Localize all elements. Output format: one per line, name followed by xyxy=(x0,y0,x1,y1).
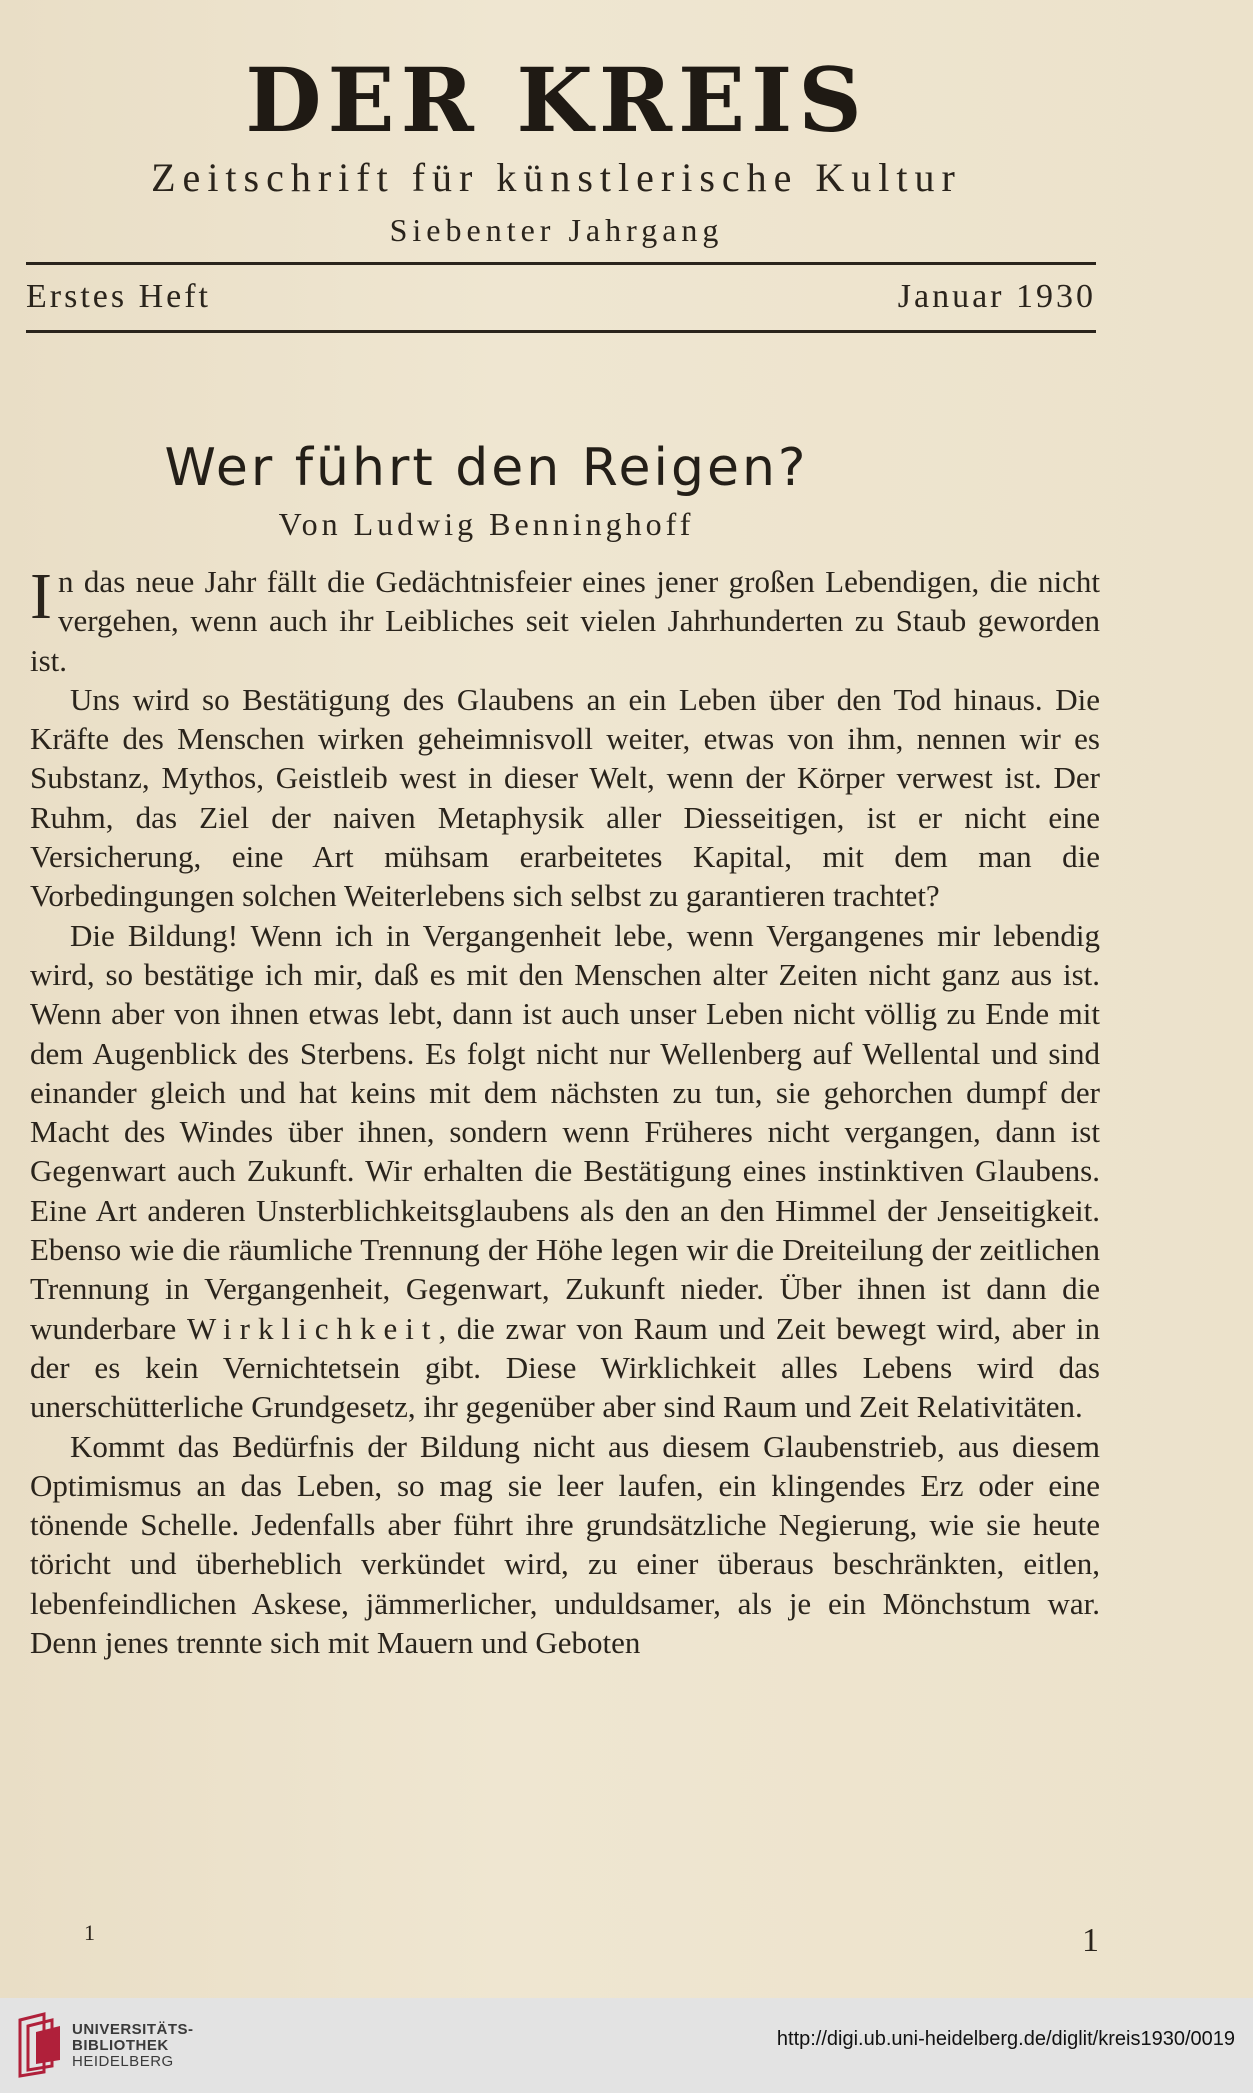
top-rule xyxy=(26,262,1096,265)
journal-subtitle: Zeitschrift für künstlerische Kultur xyxy=(151,155,962,200)
library-logo-icon[interactable] xyxy=(14,2012,66,2078)
library-name xyxy=(72,2022,194,2070)
paragraph-1 xyxy=(30,562,1100,680)
journal-volume: Siebenter Jahrgang xyxy=(389,212,724,248)
drop-cap: I xyxy=(30,560,52,633)
library-name-line-2: BIBLIOTHEK xyxy=(72,2037,169,2054)
paragraph-4: Kommt das Bedürfnis der Bildung nicht aus diesem Glaubenstrieb, aus diesem Optimismus an das Leben, so mag sie leer laufen, ein klingendes Erz oder eine tönende Schelle. Jedenfalls aber führt ihre grundsätzliche Negierung, wie sie heute töricht und überheblich verkündet wird, zu einer überaus beschränkten, eitlen, lebenfeindlichen Askese, jämmerlicher, unduldsamer, als je ein Mönchstum war. Denn jenes trennte sich mit Mauern und Geboten xyxy=(30,1428,1100,1661)
viewer-footer xyxy=(0,1998,1253,2093)
article-byline: Von Ludwig Benninghoff xyxy=(278,506,695,542)
page-number: 1 xyxy=(1082,1922,1099,1959)
emphasized-word: Wirklichkeit xyxy=(187,1310,439,1346)
bottom-rule xyxy=(26,330,1096,333)
paragraph-1-text: n das neue Jahr fällt die Gedächtnisfeier eines jener großen Lebendigen, die nicht vergehen, wenn auch ihr Leibliches seit vielen Jahrhunderten zu Staub geworden ist. xyxy=(30,564,1100,678)
masthead xyxy=(0,50,1253,250)
journal-title: DER KREIS xyxy=(245,48,868,152)
paragraph-3-text: Die Bildung! Wenn ich in Vergangenheit lebe, wenn Vergangenes mir lebendig wird, so bestätige ich mir, daß es mit den Menschen alter Zeiten nicht ganz aus ist. Wenn aber von ihnen etwas lebt, dann ist auch unser Leben nicht völlig zu Ende mit dem Augenblick des Sterbens. Es folgt nicht nur Wellenberg auf Wellental und sind einander gleich und hat keins mit dem nächsten zu tun, sie gehorchen dumpf der Macht des Windes über ihnen, sondern wenn Früheres nicht vergangen, dann ist Gegenwart auch Zukunft. Wir erhalten die Bestätigung eines instinktiven Glaubens. Eine Art anderen Unsterblichkeitsglaubens als den an den Himmel der Jenseitigkeit. Ebenso wie die räumliche Trennung der Höhe legen wir die Dreiteilung der zeitlichen Trennung in Vergangenheit, Gegenwart, Zukunft nieder. Über ihnen ist dann die wunderbare xyxy=(30,917,1100,1346)
signature-mark: 1 xyxy=(84,1920,95,1945)
article-body xyxy=(30,562,1100,1662)
issue-number: Erstes Heft xyxy=(26,278,212,315)
library-name-line-1: UNIVERSITÄTS- xyxy=(72,2021,194,2038)
permalink-url[interactable]: http://digi.ub.uni-heidelberg.de/diglit/kreis1930/0019 xyxy=(776,2028,1235,2050)
issue-row xyxy=(26,272,1096,322)
paragraph-3-tail: , die zwar von Raum und Zeit bewegt wird, aber in der es kein Vernichtetsein gibt. Diese Wirklichkeit alles Lebens wird das unerschütterliche Grundgesetz, ihr gegenüber aber sind Raum und Zeit Relativitäten. xyxy=(30,1310,1100,1425)
issue-date: Januar 1930 xyxy=(897,278,1096,315)
article-title: Wer führt den Reigen? xyxy=(164,438,809,498)
paragraph-2: Uns wird so Bestätigung des Glaubens an ein Leben über den Tod hinaus. Die Kräfte des Menschen wirken geheimnisvoll weiter, etwas von ihm, nennen wir es Substanz, Mythos, Geistleib west in dieser Welt, wenn der Körper verwest ist. Der Ruhm, das Ziel der naiven Metaphysik aller Diesseitigen, ist er nicht eine Versicherung, eine Art mühsam erarbeitetes Kapital, mit dem man die Vorbedingungen solchen Weiterlebens sich selbst zu garantieren trachtet? xyxy=(30,681,1100,914)
paragraph-3 xyxy=(30,916,1100,1427)
library-name-line-3: HEIDELBERG xyxy=(72,2053,174,2070)
